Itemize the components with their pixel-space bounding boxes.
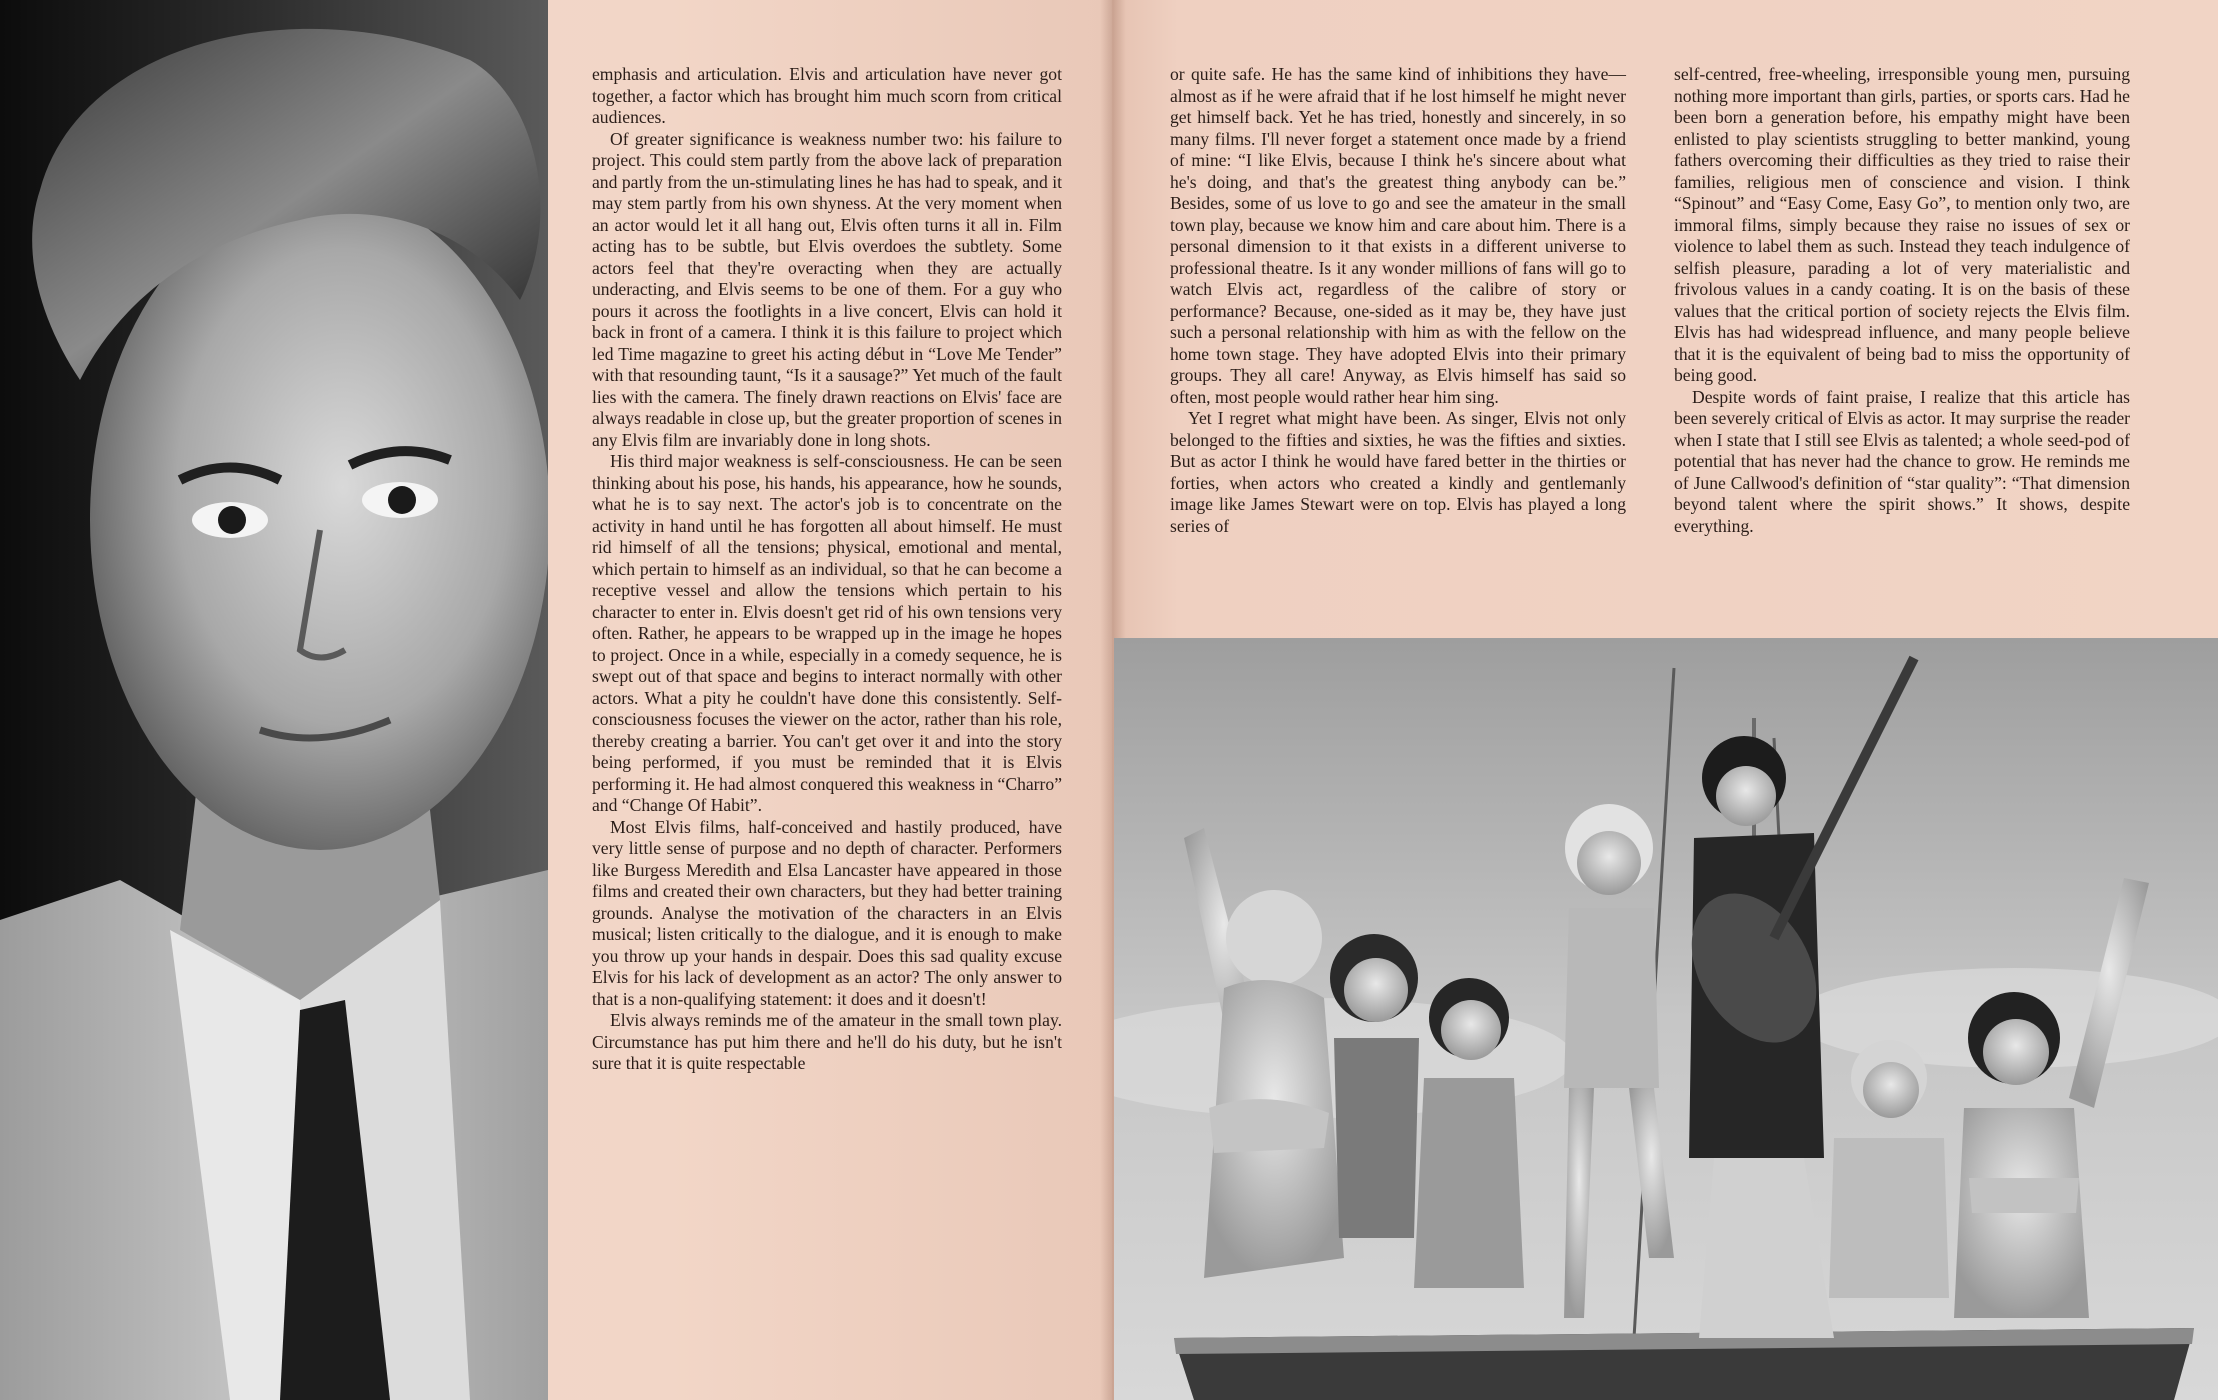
- article-column-2: [1170, 64, 1626, 537]
- paragraph: His third major weakness is self-consciousness. He can be seen thinking about his pose, his hands, his appearance, how he sounds, what he is to say next. The actor's job is to concentrate on the activity in hand until he has forgotten all about himself. He must rid himself of all the tensions; physical, emotional and mental, which pertain to himself as an individual, so that he can become a receptive vessel and allow the tensions which pertain to his character to enter in. Elvis doesn't get rid of his own tensions very often. Rather, he appears to be wrapped up in the image he hopes to project. Once in a while, especially in a comedy sequence, he is swept out of that space and begins to interact normally with other actors. What a pity he couldn't have done this consistently. Self-consciousness focuses the viewer on the actor, rather than his role, thereby creating a barrier. You can't get over it and into the story being performed, if you must be reminded that it is Elvis performing it. He had almost conquered this weakness in “Charro” and “Change Of Habit”.: [592, 451, 1063, 815]
- paragraph: self-centred, free-wheeling, irresponsible young men, pursuing nothing more important than girls, parties, or sports cars. Had he been born a generation before, his empathy might have been enlisted to play scientists struggling to better mankind, young fathers overcoming their difficulties as they tried to raise their families, religious men of conscience and vision. I think “Spinout” and “Easy Come, Easy Go”, to mention only two, are immoral films, simply because they raise no issues of sex or violence to label them as such. Instead they teach indulgence of selfish pleasure, parading a lot of very materialistic and frivolous values in a candy coating. It is on the basis of these values that the critical portion of society rejects the Elvis film. Elvis has had widespread influence, and many people believe that it is the equivalent of being bad to miss the opportunity of being good.: [1674, 64, 2130, 385]
- article-column-3: [1674, 64, 2130, 537]
- paragraph: Yet I regret what might have been. As singer, Elvis not only belonged to the fifties and sixties, he was the fifties and sixties. But as actor I think he would have fared better in the thirties or forties, when actors who created a kindly and gentlemanly image like James Stewart were on top. Elvis has played a long series of: [1170, 408, 1626, 536]
- paragraph: Elvis always reminds me of the amateur in the small town play. Circumstance has put him there and he'll do his duty, but he isn't sure that it is quite respectable: [592, 1010, 1062, 1073]
- group-photo: [1114, 638, 2218, 1400]
- paragraph: Despite words of faint praise, I realize that this article has been severely critical of Elvis as actor. It may surprise the reader when I state that I still see Elvis as talented; a whole seed-pod of potential that has never had the chance to grow. He reminds me of June Callwood's definition of “star quality”: “That dimension beyond talent where the spirit shows.” It shows, despite everything.: [1674, 386, 2130, 536]
- article-column-1: [592, 64, 1062, 1075]
- paragraph: or quite safe. He has the same kind of inhibitions they have—almost as if he were afraid that if he lost himself he might never get himself back. Yet he has tried, honestly and sincerely, in so many films. I'll never forget a statement once made by a friend of mine: “I like Elvis, because I think he's sincere about what he's doing, and that's the greatest thing anybody can be.” Besides, some of us love to go and see the amateur in the small town play, because we know him and care about him. There is a personal dimension to it that exists in a different universe to professional theatre. Is it any wonder millions of fans will go to watch Elvis act, regardless of the calibre of story or performance? Because, one-sided as it may be, they have just such a personal relationship with him as with the fellow on the home town stage. They have adopted Elvis into their primary groups. They all care! Anyway, as Elvis himself has said so often, most people would rather hear him sing.: [1170, 64, 1626, 407]
- paragraph: Of greater significance is weakness number two: his failure to project. This could stem partly from the above lack of preparation and partly from the un-stimulating lines he has had to speak, and it may stem partly from his own shyness. At the very moment when an actor would let it all hang out, Elvis often turns it all in. Film acting has to be subtle, but Elvis overdoes the subtlety. Some actors feel that they're overacting when they are actually underacting, and Elvis seems to be one of them. For a guy who pours it across the footlights in a live concert, Elvis can hold it back in front of a camera. I think it is this failure to project which led Time magazine to greet his acting début in “Love Me Tender” with that resounding taunt, “Is it a sausage?” Yet much of the fault lies with the camera. The finely drawn reactions on Elvis' face are always readable in close up, but the greater proportion of scenes in any Elvis film are invariably done in long shots.: [592, 128, 1062, 450]
- paragraph: emphasis and articulation. Elvis and articulation have never got together, a factor which has brought him much scorn from critical audiences.: [592, 64, 1062, 127]
- paragraph: Most Elvis films, half-conceived and hastily produced, have very little sense of purpose and no depth of character. Performers like Burgess Meredith and Elsa Lancaster have appeared in those films and created their own characters, but they had better training grounds. Analyse the motivation of the characters in an Elvis musical; listen critically to the dialogue, and it is enough to make you throw up your hands in despair. Does this sad quality excuse Elvis for his lack of development as an actor? The only answer to that is a non-qualifying statement: it does and it doesn't!: [592, 816, 1062, 1009]
- portrait-photo: [0, 0, 548, 1400]
